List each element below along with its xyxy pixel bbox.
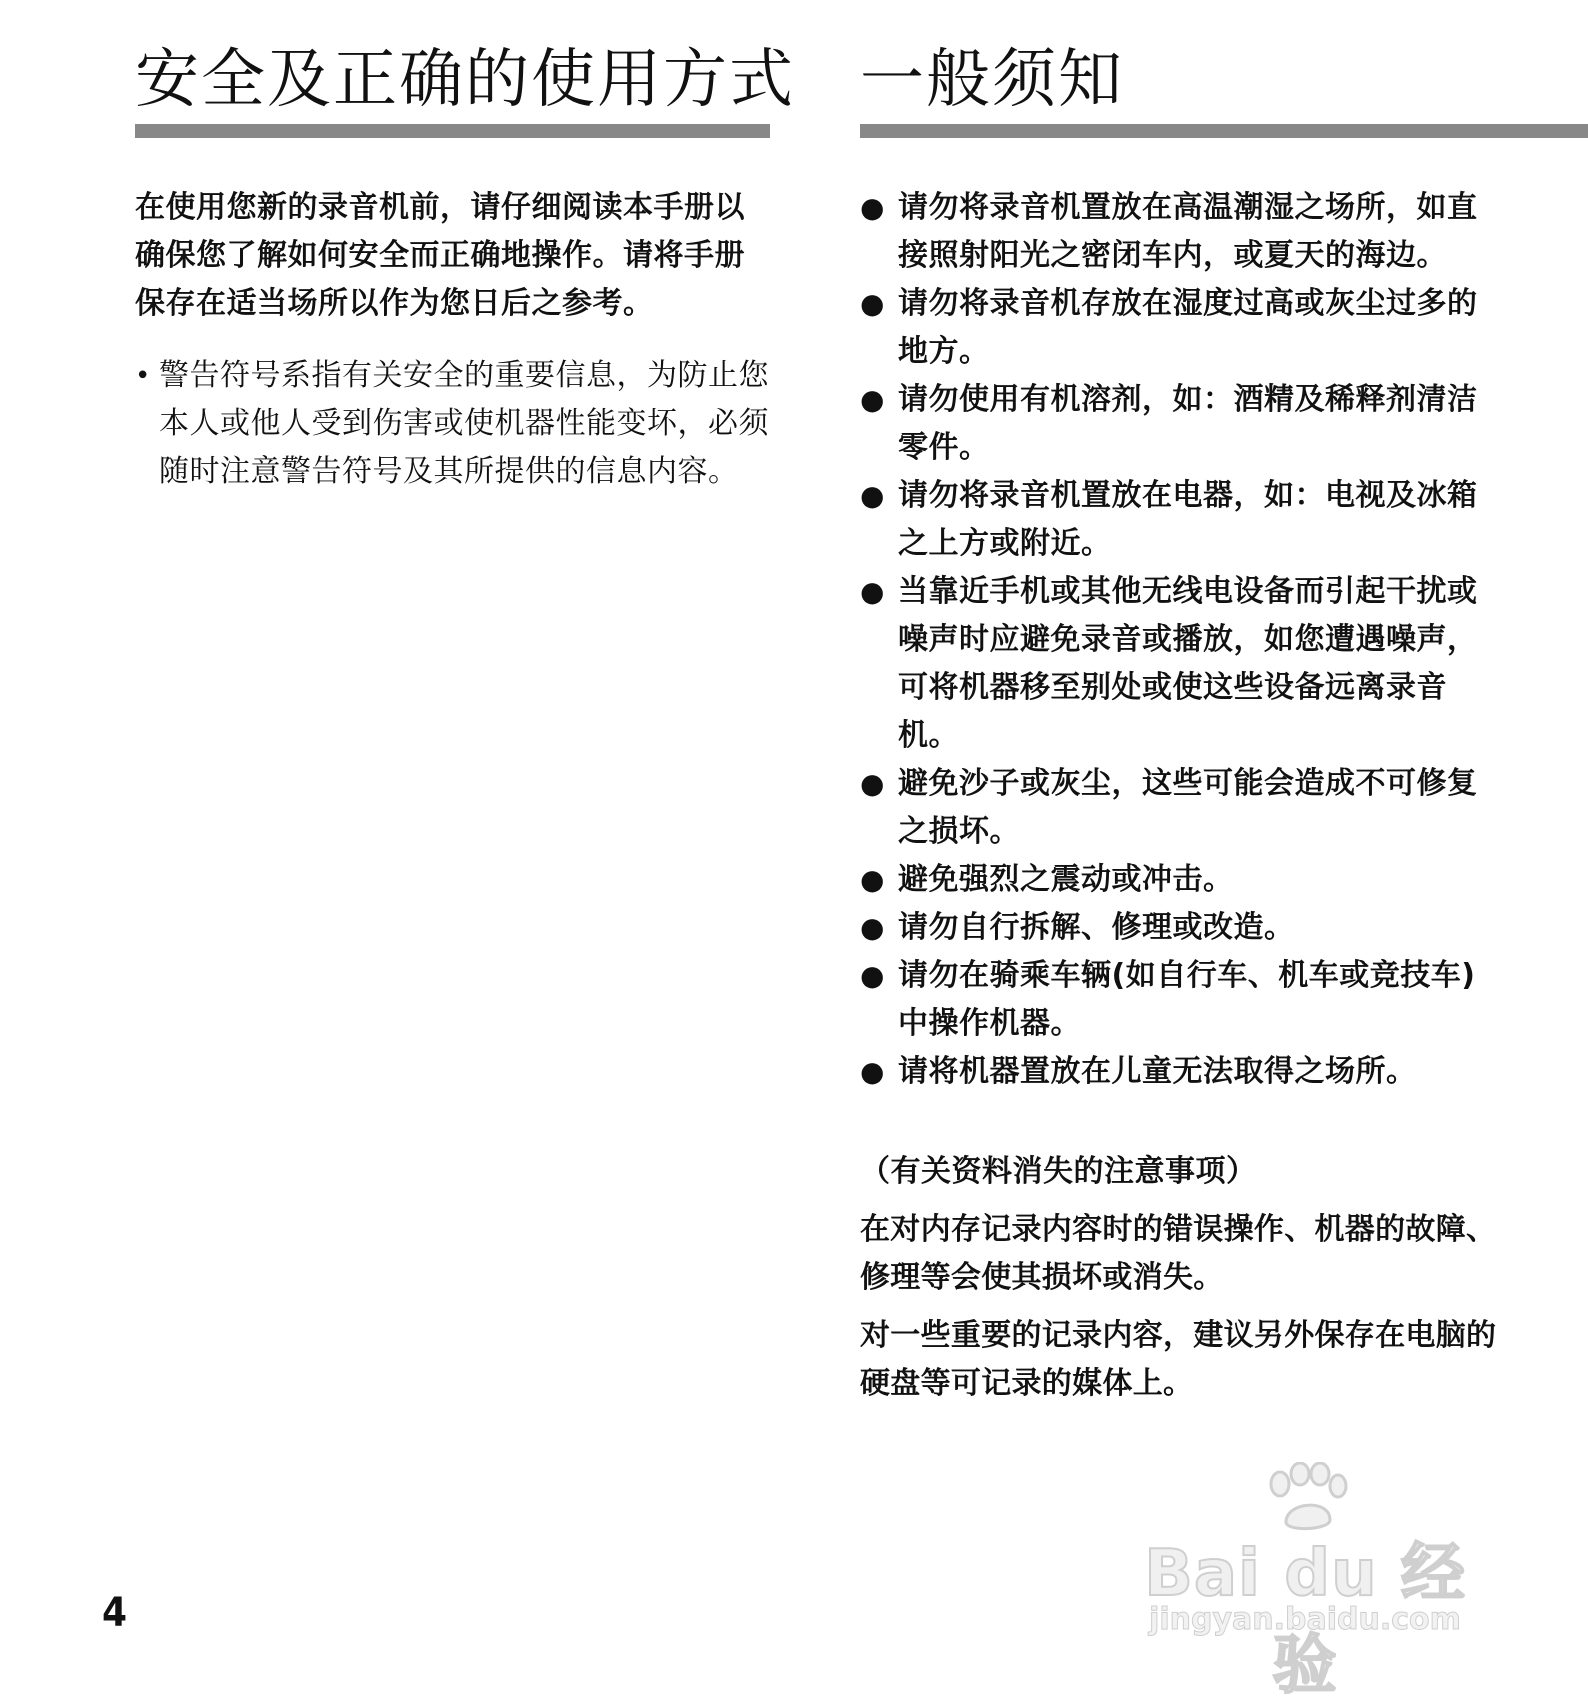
list-item [860,568,1500,760]
general-notice-heading: 一般须知 [860,43,1124,117]
baidu-watermark [1125,1462,1485,1703]
warning-text: 警告符号系指有关安全的重要信息，为防止您本人或他人受到伤害或使机器性能变坏，必须随时注意警告符号及其所提供的信息内容。 [159,358,769,489]
bullet-icon: ● [860,191,885,224]
left-column [135,36,795,496]
list-item-text: 请勿将录音机存放在湿度过高或灰尘过多的地方。 [898,286,1478,369]
list-item [860,472,1500,568]
data-loss-note-paragraph: 在对内存记录内容时的错误操作、机器的故障、修理等会使其损坏或消失。 [860,1212,1497,1295]
bullet-icon: ● [860,479,885,512]
warning-paragraph [135,352,770,496]
list-item [860,1048,1500,1096]
list-item-text: 请勿自行拆解、修理或改造。 [898,910,1295,945]
bullet-icon: ● [860,575,885,608]
heading-underline-right [860,124,1588,138]
list-item-text: 请勿将录音机置放在电器，如：电视及冰箱之上方或附近。 [898,478,1478,561]
bullet-icon: ● [860,767,885,800]
bullet-icon: ● [860,1055,885,1088]
heading-underline-left [135,124,770,138]
intro-paragraph: 在使用您新的录音机前，请仔细阅读本手册以确保您了解如何安全而正确地操作。请将手册保存在适当场所以作为您日后之参考。 [135,190,745,321]
bullet-icon: ● [860,287,885,320]
safety-heading: 安全及正确的使用方式 [135,43,795,117]
list-item [860,856,1500,904]
list-item [860,904,1500,952]
list-item-text: 当靠近手机或其他无线电设备而引起干扰或噪声时应避免录音或播放，如您遭遇噪声，可将机器移至别处或使这些设备远离录音机。 [898,574,1478,753]
bullet-icon: ● [860,959,885,992]
list-item [860,952,1500,1048]
right-column [860,36,1588,1408]
list-item-text: 请将机器置放在儿童无法取得之场所。 [898,1054,1417,1089]
page-number: 4 [102,1590,128,1636]
list-item [860,376,1500,472]
watermark-brand: Bai du 经验 [1144,1537,1466,1703]
list-item-text: 请勿使用有机溶剂，如：酒精及稀释剂清洁零件。 [898,382,1478,465]
list-item [860,760,1500,856]
list-item [860,184,1500,280]
list-item [860,280,1500,376]
bullet-icon: ● [860,863,885,896]
data-loss-note-paragraph: 对一些重要的记录内容，建议另外保存在电脑的硬盘等可记录的媒体上。 [860,1318,1497,1401]
list-item-text: 避免沙子或灰尘，这些可能会造成不可修复之损坏。 [898,766,1478,849]
warning-bullet: • [135,361,151,391]
data-loss-note-title: （有关资料消失的注意事项） [860,1154,1257,1189]
list-item-text: 请勿将录音机置放在高温潮湿之场所，如直接照射阳光之密闭车内，或夏天的海边。 [898,190,1478,273]
notice-list [860,184,1500,1096]
watermark-url: jingyan.baidu.com [1149,1602,1461,1637]
bullet-icon: ● [860,911,885,944]
list-item-text: 避免强烈之震动或冲击。 [898,862,1234,897]
list-item-text: 请勿在骑乘车辆(如自行车、机车或竞技车)中操作机器。 [898,958,1476,1041]
bullet-icon: ● [860,383,885,416]
